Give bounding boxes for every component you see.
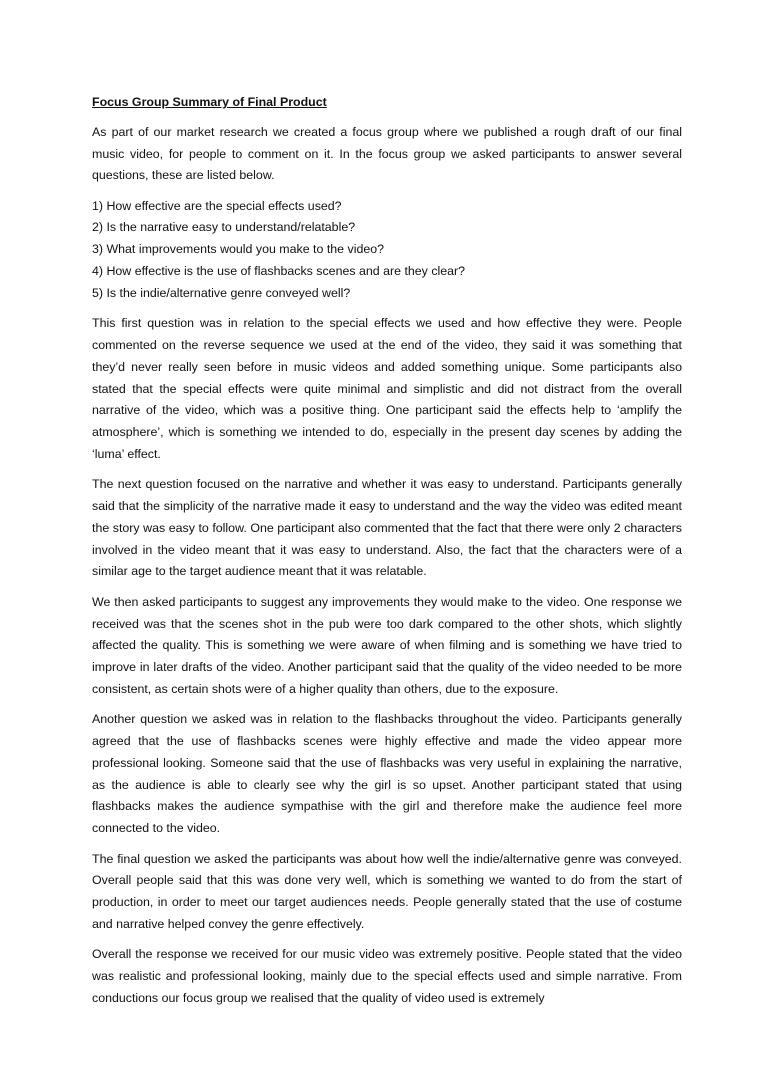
paragraph-narrative: The next question focused on the narrative and whether it was easy to understand. Participants generally said that the simplicity of the narrative made it easy to understand and the way the video was edited meant the story was easy to follow. One participant also commented that the fact that there were only 2 characters involved in the video meant that it was easy to understand. Also, the fact that the characters were of a similar age to the target audience meant that it was relatable. bbox=[92, 477, 682, 579]
question-item: 4) How effective is the use of flashbacks scenes and are they clear? bbox=[92, 264, 466, 279]
paragraph-overall: Overall the response we received for our music video was extremely positive. People stated that the video was realistic and professional looking, mainly due to the special effects used and simple narrative. From conductions our focus group we realised that the quality of video used is extremely bbox=[92, 947, 682, 1005]
paragraph-flashbacks: Another question we asked was in relation to the flashbacks throughout the video. Participants generally agreed that the use of flashbacks scenes were highly effective and made the video appear more professional looking. Someone said that the use of flashbacks was very useful in explaining the narrative, as the audience is able to clearly see why the girl is so upset. Another participant stated that using flashbacks makes the audience sympathise with the girl and therefore make the audience feel more connected to the video. bbox=[92, 712, 682, 836]
document-page bbox=[92, 92, 682, 1018]
paragraph-special-effects: This first question was in relation to the special effects we used and how effective they were. People commented on the reverse sequence we used at the end of the video, they said it was something that they’d never really seen before in music videos and added something unique. Some participants also stated that the special effects were quite minimal and simplistic and did not distract from the overall narrative of the video, which was a positive thing. One participant said the effects help to ‘amplify the atmosphere’, which is something we intended to do, especially in the present day scenes by adding the ‘luma’ effect. bbox=[92, 316, 682, 461]
question-item: 3) What improvements would you make to the video? bbox=[92, 242, 385, 257]
paragraph-genre: The final question we asked the participants was about how well the indie/alternative genre was conveyed. Overall people said that this was done very well, which is something we wanted to do from the start of production, in order to meet our target audiences needs. People generally stated that the use of costume and narrative helped convey the genre effectively. bbox=[92, 851, 682, 931]
question-item: 2) Is the narrative easy to understand/relatable? bbox=[92, 220, 356, 235]
intro-paragraph: As part of our market research we created a focus group where we published a rough draft of our final music video, for people to comment on it. In the focus group we asked participants to answer several questions, these are listed below. bbox=[92, 124, 682, 183]
document-title: Focus Group Summary of Final Product bbox=[92, 95, 327, 109]
question-item: 1) How effective are the special effects used? bbox=[92, 198, 342, 213]
paragraph-improvements: We then asked participants to suggest any improvements they would make to the video. One response we received was that the scenes shot in the pub were too dark compared to the other shots, which slightly affected the quality. This is something we were aware of when filming and is something we have tried to improve in later drafts of the video. Another participant said that the quality of the video needed to be more consistent, as certain shots were of a higher quality than others, due to the exposure. bbox=[92, 594, 682, 696]
question-list bbox=[92, 196, 682, 305]
question-item: 5) Is the indie/alternative genre conveyed well? bbox=[92, 285, 351, 300]
